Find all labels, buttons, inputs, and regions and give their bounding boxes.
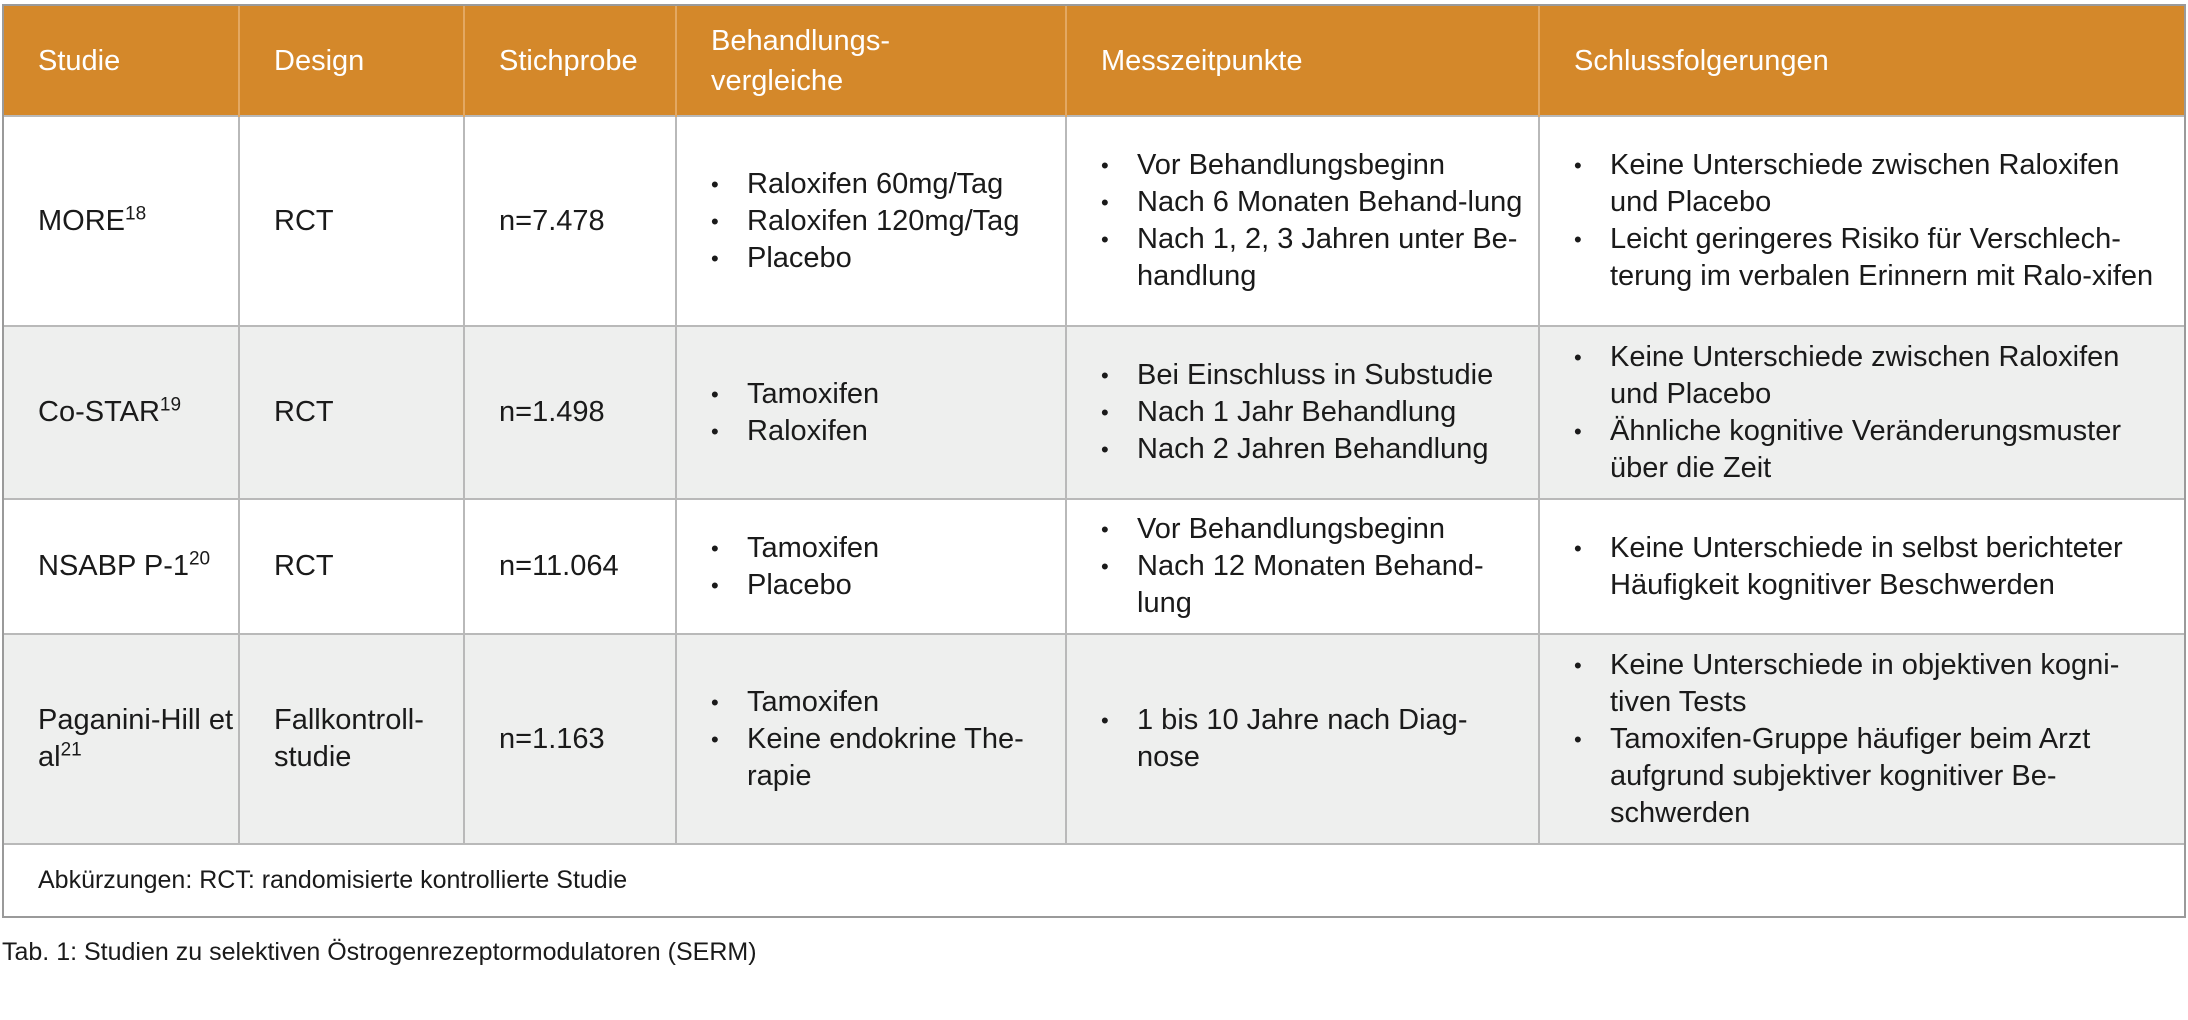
study-ref: 18 bbox=[125, 202, 147, 224]
list-item: • Keine endokrine The-rapie bbox=[711, 721, 1065, 795]
list-item: • Nach 1 Jahr Behandlung bbox=[1101, 394, 1538, 431]
study-ref: 19 bbox=[159, 394, 182, 416]
cell-studie bbox=[4, 116, 239, 326]
table-row bbox=[4, 326, 2184, 499]
list-item: • Raloxifen 60mg/Tag bbox=[711, 166, 1065, 203]
list-item: • Raloxifen 120mg/Tag bbox=[711, 203, 1065, 240]
list-item: • Nach 6 Monaten Behand-lung bbox=[1101, 184, 1538, 221]
list-item: • Leicht geringeres Risiko für Verschlech-terung im verbalen Erinnern mit Ralo-xifen bbox=[1574, 221, 2184, 295]
conclusion-list bbox=[1574, 147, 2184, 295]
list-item: • Tamoxifen bbox=[711, 530, 1065, 567]
list-item: • Keine Unterschiede in objektiven kogni-tiven Tests bbox=[1574, 647, 2184, 721]
cell-stichprobe: n=1.163 bbox=[464, 634, 676, 844]
table-row bbox=[4, 499, 2184, 634]
list-item: • Keine Unterschiede zwischen Raloxifen und Placebo bbox=[1574, 147, 2184, 221]
cell-schlussfolgerungen bbox=[1539, 634, 2184, 844]
treatment-list bbox=[711, 530, 1065, 604]
study-name: Paganini-Hill et al bbox=[38, 704, 234, 773]
cell-schlussfolgerungen bbox=[1539, 116, 2184, 326]
study-name: MORE bbox=[38, 204, 125, 237]
cell-stichprobe: n=1.498 bbox=[464, 326, 676, 499]
list-item: • 1 bis 10 Jahre nach Diag-nose bbox=[1101, 702, 1538, 776]
header-studie: Studie bbox=[4, 6, 239, 116]
timepoint-list bbox=[1101, 511, 1538, 622]
timepoint-list bbox=[1101, 147, 1538, 295]
timepoint-list bbox=[1101, 357, 1538, 468]
table-header-row bbox=[4, 6, 2184, 116]
list-item: • Ähnliche kognitive Veränderungsmuster über die Zeit bbox=[1574, 413, 2184, 487]
study-name: Co-STAR bbox=[38, 396, 160, 428]
list-item: • Keine Unterschiede in selbst berichteter Häufigkeit kognitiver Beschwerden bbox=[1574, 530, 2184, 604]
cell-stichprobe: n=11.064 bbox=[464, 499, 676, 634]
cell-design: RCT bbox=[239, 326, 464, 499]
treatment-list bbox=[711, 166, 1065, 277]
cell-behandlungen bbox=[676, 634, 1066, 844]
treatment-list bbox=[711, 684, 1065, 795]
list-item: • Vor Behandlungsbeginn bbox=[1101, 511, 1538, 548]
list-item: • Placebo bbox=[711, 567, 1065, 604]
table-row bbox=[4, 116, 2184, 326]
conclusion-list bbox=[1574, 647, 2184, 832]
cell-design: Fallkontroll-studie bbox=[239, 634, 464, 844]
cell-behandlungen bbox=[676, 116, 1066, 326]
study-table-container bbox=[2, 4, 2186, 918]
list-item: • Raloxifen bbox=[711, 413, 1065, 450]
study-ref: 20 bbox=[188, 548, 211, 570]
header-behandlungsvergleiche-line2: vergleiche bbox=[711, 64, 844, 97]
cell-studie bbox=[4, 634, 239, 844]
list-item: • Nach 12 Monaten Behand-lung bbox=[1101, 548, 1538, 622]
study-table bbox=[4, 6, 2184, 916]
header-schlussfolgerungen: Schlussfolgerungen bbox=[1539, 6, 2184, 116]
header-stichprobe: Stichprobe bbox=[464, 6, 676, 116]
list-item: • Nach 2 Jahren Behandlung bbox=[1101, 431, 1538, 468]
list-item: • Bei Einschluss in Substudie bbox=[1101, 357, 1538, 394]
header-behandlungsvergleiche bbox=[676, 6, 1066, 116]
header-messzeitpunkte: Messzeitpunkte bbox=[1066, 6, 1539, 116]
cell-messzeitpunkte bbox=[1066, 326, 1539, 499]
header-design: Design bbox=[239, 6, 464, 116]
cell-messzeitpunkte bbox=[1066, 499, 1539, 634]
list-item: • Nach 1, 2, 3 Jahren unter Be-handlung bbox=[1101, 221, 1538, 295]
table-row bbox=[4, 634, 2184, 844]
cell-schlussfolgerungen bbox=[1539, 326, 2184, 499]
table-caption: Tab. 1: Studien zu selektiven Östrogenrezeptormodulatoren (SERM) bbox=[2, 938, 757, 966]
list-item: • Keine Unterschiede zwischen Raloxifen und Placebo bbox=[1574, 339, 2184, 413]
cell-behandlungen bbox=[676, 326, 1066, 499]
header-behandlungsvergleiche-line1: Behandlungs- bbox=[711, 24, 890, 57]
study-name: NSABP P-1 bbox=[38, 550, 189, 582]
cell-messzeitpunkte bbox=[1066, 634, 1539, 844]
conclusion-list bbox=[1574, 339, 2184, 487]
list-item: • Vor Behandlungsbeginn bbox=[1101, 147, 1538, 184]
cell-design: RCT bbox=[239, 499, 464, 634]
cell-studie bbox=[4, 499, 239, 634]
abbreviations-row bbox=[4, 844, 2184, 916]
timepoint-list bbox=[1101, 702, 1538, 776]
cell-studie bbox=[4, 326, 239, 499]
list-item: • Tamoxifen-Gruppe häufiger beim Arzt aufgrund subjektiver kognitiver Be-schwerden bbox=[1574, 721, 2184, 832]
conclusion-list bbox=[1574, 530, 2184, 604]
study-ref: 21 bbox=[60, 739, 82, 761]
cell-schlussfolgerungen bbox=[1539, 499, 2184, 634]
cell-messzeitpunkte bbox=[1066, 116, 1539, 326]
abbreviations-text: Abkürzungen: RCT: randomisierte kontrollierte Studie bbox=[4, 844, 2184, 916]
treatment-list bbox=[711, 376, 1065, 450]
cell-behandlungen bbox=[676, 499, 1066, 634]
cell-stichprobe: n=7.478 bbox=[464, 116, 676, 326]
cell-design: RCT bbox=[239, 116, 464, 326]
list-item: • Tamoxifen bbox=[711, 376, 1065, 413]
list-item: • Tamoxifen bbox=[711, 684, 1065, 721]
list-item: • Placebo bbox=[711, 240, 1065, 277]
